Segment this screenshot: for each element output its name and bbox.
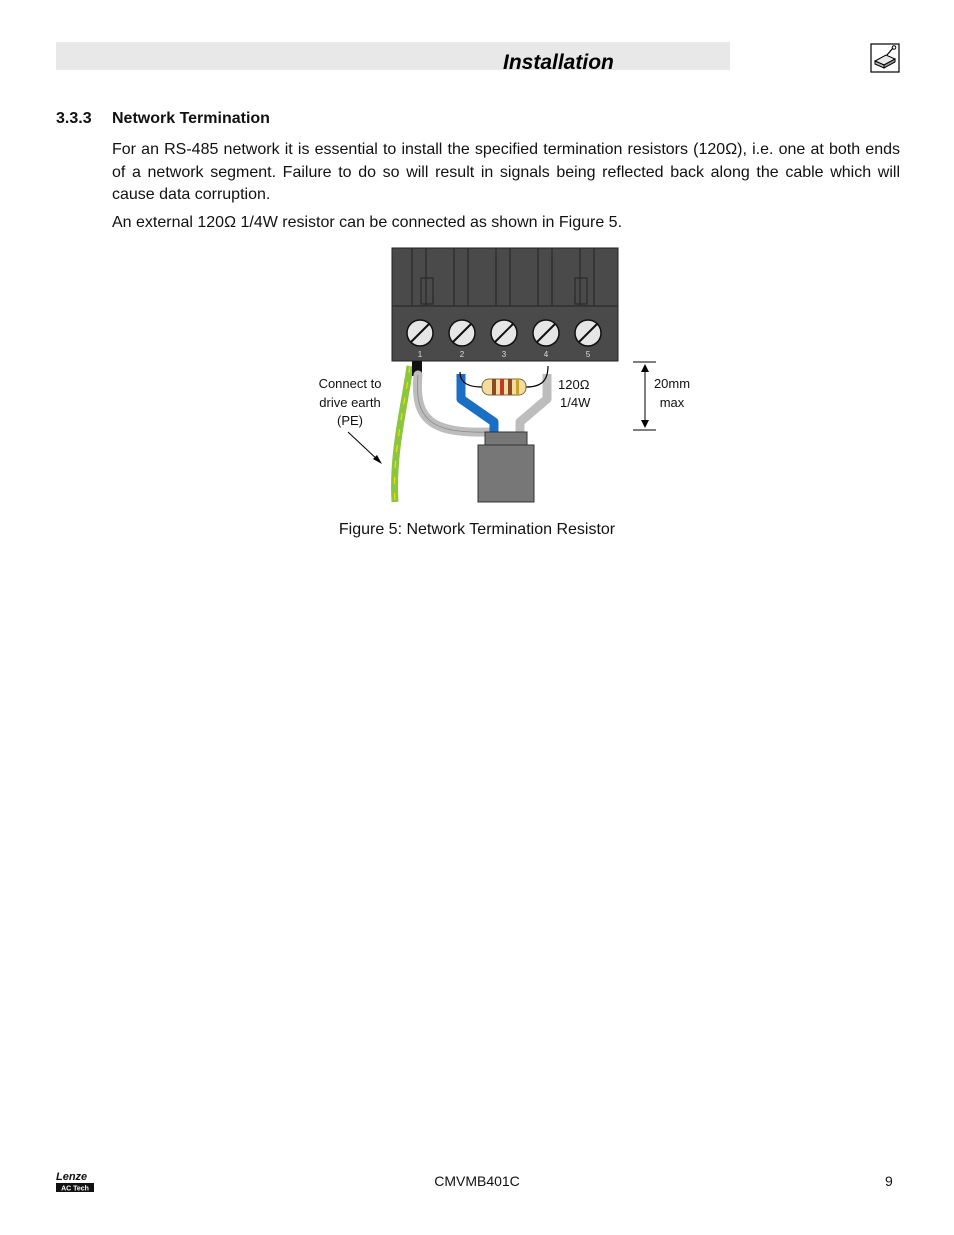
terminal-screw-4 bbox=[533, 320, 559, 346]
resistor-label-line-2: 1/4W bbox=[560, 395, 591, 410]
connector-plug bbox=[478, 445, 534, 502]
connector-neck bbox=[485, 432, 527, 446]
section-number: 3.3.3 bbox=[56, 110, 92, 127]
dimension-label-line-1: 20mm bbox=[653, 376, 691, 391]
svg-text:Lenze: Lenze bbox=[56, 1171, 88, 1183]
terminal-number-5: 5 bbox=[585, 350, 591, 359]
installation-icon bbox=[870, 43, 900, 73]
terminal-screw-5 bbox=[575, 320, 601, 346]
figure-caption: Figure 5: Network Termination Resistor bbox=[338, 521, 616, 538]
body-paragraph-2: An external 120Ω 1/4W resistor can be connected as shown in Figure 5. bbox=[112, 214, 623, 231]
dimension-label-line-2: max bbox=[659, 395, 685, 410]
terminal-number-2: 2 bbox=[459, 350, 465, 359]
earth-wire bbox=[395, 366, 410, 502]
dimension-marker bbox=[633, 362, 656, 430]
body-paragraph-1: For an RS-485 network it is essential to install the specified termination resistors (120Ω), i.e. one at both ends of a network segment. Failure to do so will result in signals being reflected back along the cable which will cause data corruption. bbox=[112, 141, 900, 203]
termination-diagram bbox=[300, 244, 720, 506]
footer-page-number: 9 bbox=[885, 1173, 893, 1189]
header-bar bbox=[56, 42, 730, 70]
resistor bbox=[482, 379, 526, 395]
footer-document-code: CMVMB401C bbox=[434, 1173, 520, 1189]
terminal-number-1: 1 bbox=[417, 350, 423, 359]
svg-text:AC Tech: AC Tech bbox=[61, 1185, 89, 1193]
earth-label-line-2: drive earth bbox=[319, 395, 381, 410]
section-title: Network Termination bbox=[112, 110, 270, 127]
terminal-screw-2 bbox=[449, 320, 475, 346]
terminal-screw-3 bbox=[491, 320, 517, 346]
grey-wire-1 bbox=[417, 375, 490, 432]
terminal-number-3: 3 bbox=[501, 350, 507, 359]
page-header-title: Installation bbox=[503, 51, 614, 74]
earth-label-line-1: Connect to bbox=[318, 376, 382, 391]
terminal-number-4: 4 bbox=[543, 350, 549, 359]
resistor-label-line-1: 120Ω bbox=[558, 377, 590, 392]
earth-label-line-3: (PE) bbox=[337, 413, 363, 428]
terminal-screw-1 bbox=[407, 320, 433, 346]
